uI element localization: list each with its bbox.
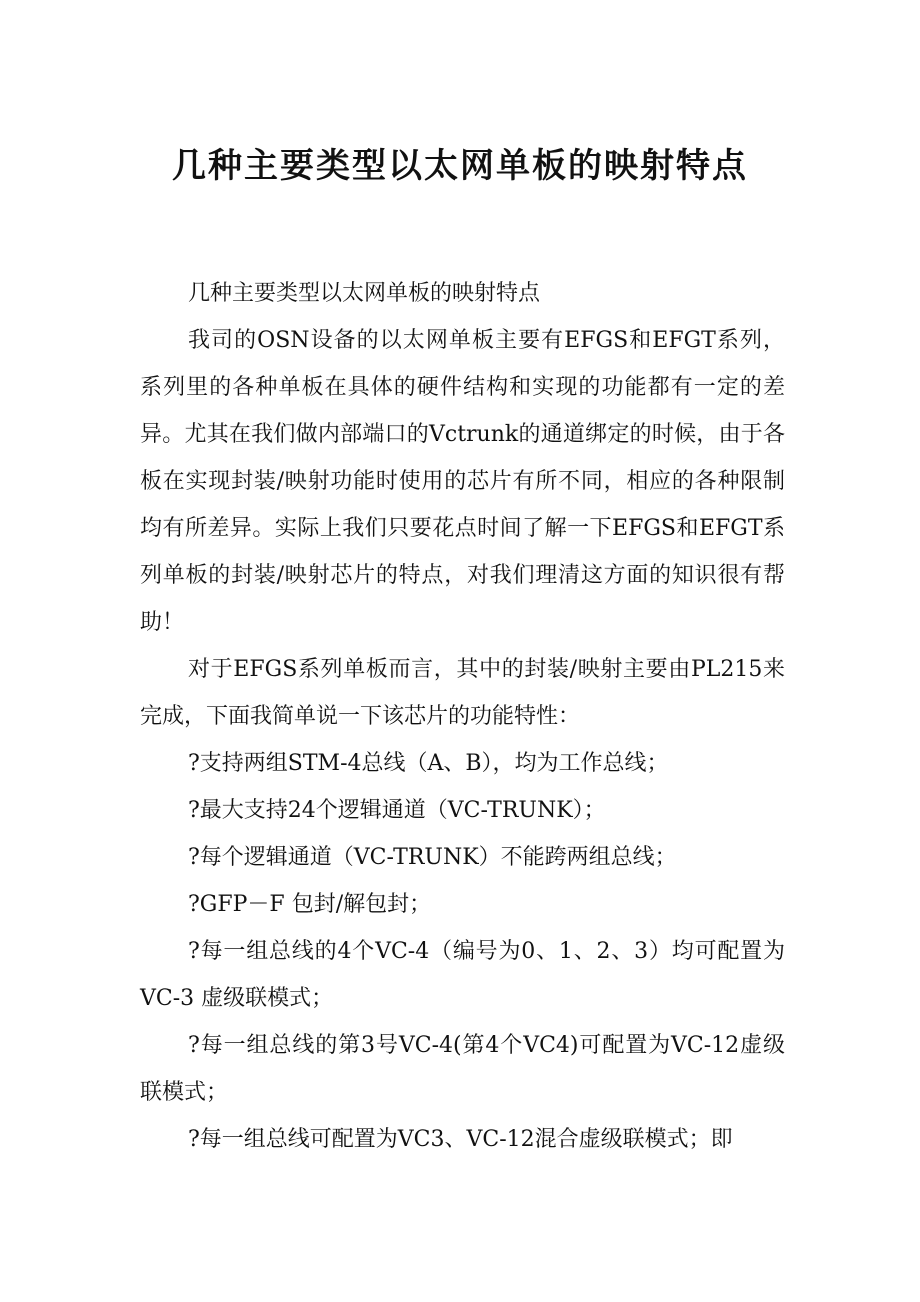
bullet-bus-groups: ?支持两组STM-4总线（A、B），均为工作总线； <box>188 751 669 776</box>
document-title: 几种主要类型以太网单板的映射特点 <box>172 146 748 186</box>
paragraph-intro: 我司的OSN设备的以太网单板主要有EFGS和EFGT系列，系列里的各种单板在具体的硬件结构和实现的功能都有一定的差异。尤其在我们做内部端口的Vctrunk的通道绑定的时候，由于各板在实现封装/映射功能时使用的芯片有所不同，相应的各种限制均有所差异。实际上我们只要花点时间了解一下EFGS和EFGT系列单板的封装/映射芯片的特点，对我们理清这方面的知识很有帮助！ <box>140 328 785 635</box>
bullet-logical-channels: ?最大支持24个逻辑通道（VC-TRUNK）； <box>188 798 606 823</box>
bullet-no-cross-bus: ?每个逻辑通道（VC-TRUNK）不能跨两组总线； <box>188 845 677 870</box>
paragraph-efgs: 对于EFGS系列单板而言，其中的封装/映射主要由PL215来完成，下面我简单说一下该芯片的功能特性： <box>140 657 785 729</box>
bullet-gfp: ?GFP－F 包封/解包封； <box>188 892 432 917</box>
bullet-vc12-mode: ?每一组总线的第3号VC-4(第4个VC4)可配置为VC-12虚级联模式； <box>140 1033 785 1105</box>
bullet-mixed-mode: ?每一组总线可配置为VC3、VC-12混合虚级联模式；即 <box>188 1127 733 1152</box>
bullet-vc3-mode: ?每一组总线的4个VC-4（编号为0、1、2、3）均可配置为VC-3 虚级联模式； <box>140 939 785 1011</box>
document-body <box>140 270 785 1163</box>
paragraph-subtitle: 几种主要类型以太网单板的映射特点 <box>188 281 541 306</box>
